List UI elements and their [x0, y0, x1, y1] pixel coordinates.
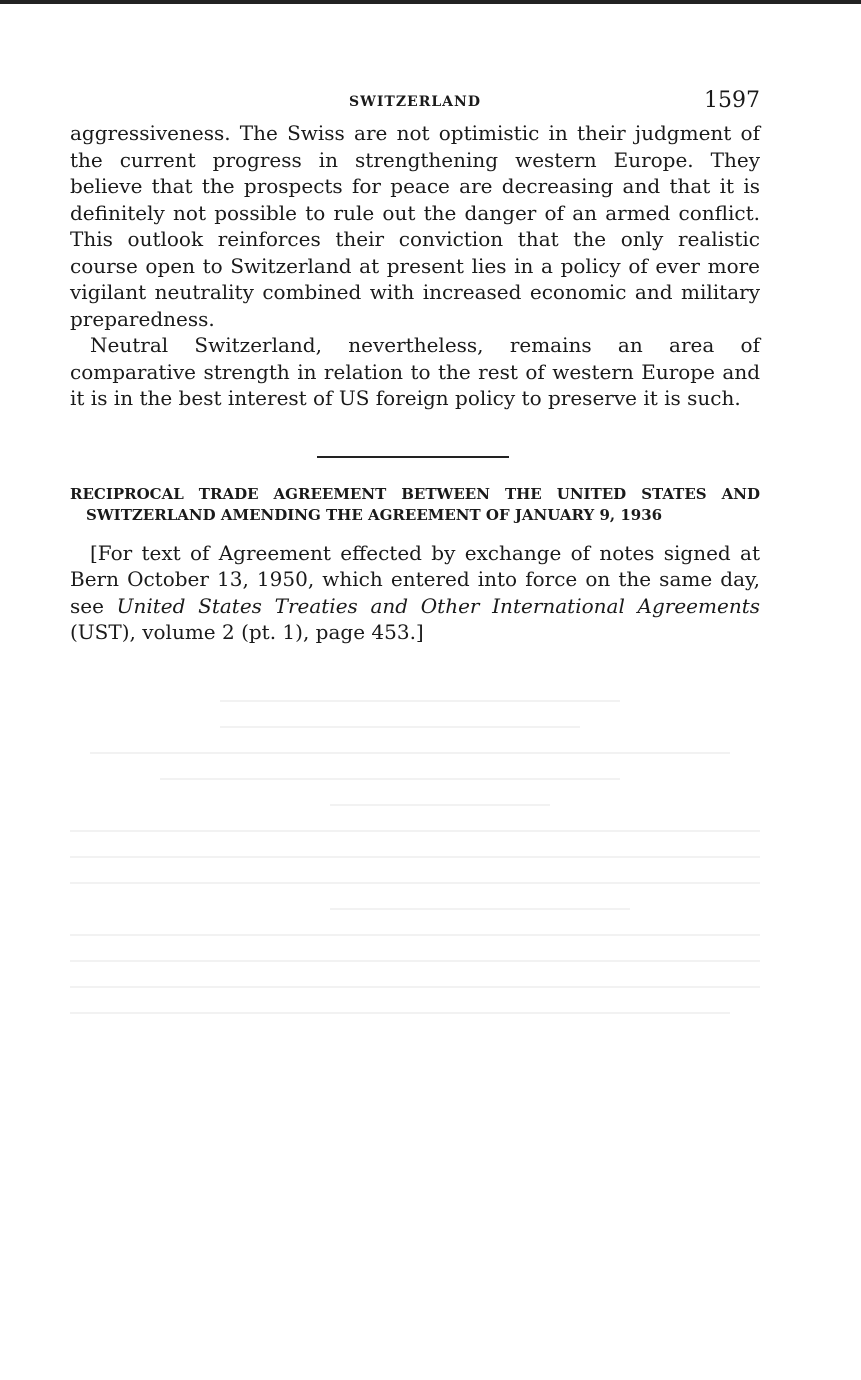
show-through-line: [70, 986, 760, 988]
show-through-line: [70, 934, 760, 936]
running-head: [70, 88, 760, 120]
paragraph-neutral-switzerland: Neutral Switzerland, nevertheless, remains an area of comparative strength in relation to the rest of western Europe and it is in the best interest of US foreign policy to preserve it is such.: [70, 333, 760, 410]
show-through-line: [70, 960, 760, 962]
show-through-line: [70, 1012, 730, 1014]
document-page: [70, 88, 760, 646]
paragraph-continued: aggressiveness. The Swiss are not optimistic in their judgment of the current progress in strengthening western Europe. They believe that the prospects for peace are decreasing and that it is definitely not possible to rule out the danger of an armed conflict. This outlook reinforces their conviction that the only realistic course open to Switzerland at present lies in a policy of ever more vigilant neutrality combined with increased economic and military preparedness.: [70, 121, 760, 331]
divider-rule: [317, 456, 509, 458]
top-border-rule: [0, 0, 861, 4]
section-divider: [70, 412, 760, 484]
editorial-note-citation: (UST), volume 2 (pt. 1), page 453.]: [70, 620, 424, 644]
section-heading: RECIPROCAL TRADE AGREEMENT BETWEEN THE UNITED STATES AND SWITZERLAND AMENDING THE AGREEMENT OF JANUARY 9, 1936: [70, 484, 760, 524]
show-through-line: [220, 726, 580, 728]
page-number: 1597: [704, 88, 760, 113]
editorial-note: [70, 540, 760, 646]
editorial-note-title: United States Treaties and Other International Agreements: [116, 593, 761, 618]
show-through-line: [330, 908, 630, 910]
show-through-area: [70, 700, 760, 1038]
show-through-line: [70, 856, 760, 858]
editorial-note-text: [For text of Agreement effected by exchange of notes signed at Bern October 13, 1950, which entered into force on the same day, see: [70, 540, 760, 618]
show-through-line: [160, 778, 620, 780]
show-through-line: [70, 830, 760, 832]
show-through-line: [70, 882, 760, 884]
show-through-line: [220, 700, 620, 702]
running-title: SWITZERLAND: [349, 94, 481, 110]
show-through-line: [90, 752, 730, 754]
show-through-line: [330, 804, 550, 806]
